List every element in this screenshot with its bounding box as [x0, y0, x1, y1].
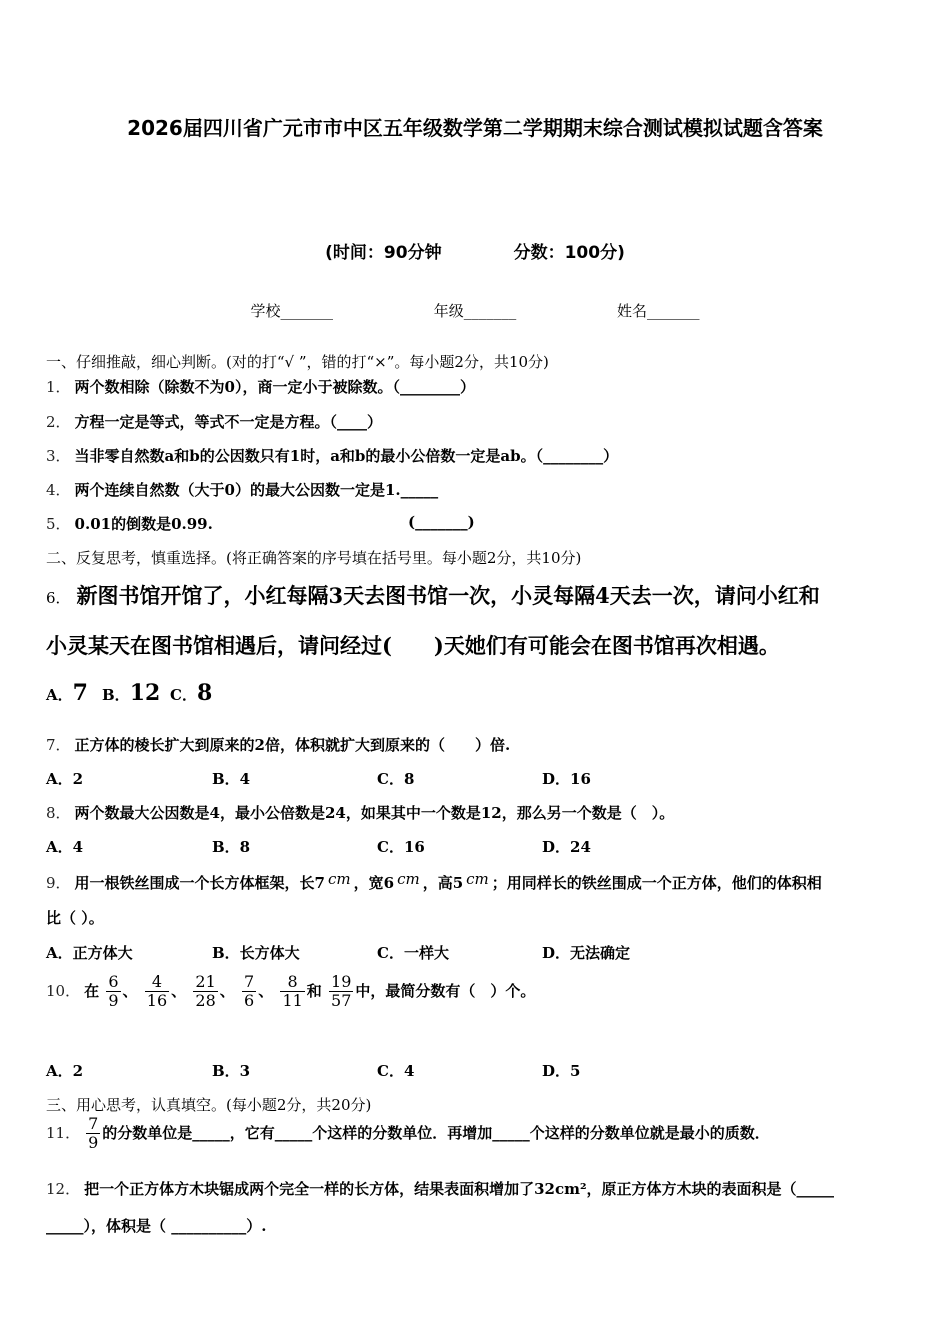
section-3-heading: 三、用心思考，认真填空。(每小题2分，共20分) [46, 1096, 372, 1114]
question-9-line2: 比（ ）。 [46, 909, 104, 927]
option-a: A．正方体大 [46, 944, 133, 962]
question-3: 3． 当非零自然数a和b的公因数只有1时，a和b的最小公倍数一定是ab。（________） [46, 447, 619, 465]
unit-cm: cm [328, 870, 351, 888]
question-12: 12． 把一个正方体方木块锯成两个完全一样的长方体，结果表面积增加了32cm²，原正方体方木块的表面积是（_____ [46, 1180, 835, 1198]
option-c: C．8 [377, 770, 415, 788]
option-c: C．4 [377, 1062, 415, 1080]
question-5: 5． 0.01的倒数是0.99. [46, 515, 213, 533]
name-field: 姓名_______ [617, 302, 700, 320]
option-b: B．长方体大 [212, 944, 300, 962]
unit-cm: cm [466, 870, 489, 888]
exam-info [0, 238, 950, 263]
option-d: D．16 [542, 770, 591, 788]
grade-field: 年级_______ [433, 302, 517, 320]
fraction: $\frac{7}{9}$ [88, 1114, 99, 1153]
option-b: B．3 [212, 1062, 251, 1080]
section-1-heading: 一、仔细推敲，细心判断。(对的打“√ ”，错的打“×”。每小题2分，共10分) [46, 353, 549, 371]
question-8: 8． 两个数最大公因数是4，最小公倍数是24，如果其中一个数是12，那么另一个数是（ ）。 [46, 804, 675, 822]
fraction: $\frac{19}{57}$ [331, 972, 352, 1011]
option-c: C．8 [170, 680, 213, 706]
fraction: $\frac{7}{6}$ [244, 972, 255, 1011]
question-7: 7． 正方体的棱长扩大到原来的2倍，体积就扩大到原来的（ ）倍. [46, 736, 511, 754]
question-2: 2． 方程一定是等式，等式不一定是方程。（____） [46, 413, 383, 431]
question-4: 4． 两个连续自然数（大于0）的最大公因数一定是1._____ [46, 481, 439, 499]
option-c: C．16 [377, 838, 425, 856]
question-5-blank: (_______) [408, 513, 475, 531]
option-a: A．2 [46, 770, 84, 788]
option-b: B．12 [102, 680, 161, 706]
time-info: (时间：90分钟 [325, 243, 442, 263]
option-b: B．4 [212, 770, 251, 788]
option-d: D．24 [542, 838, 591, 856]
unit-cm: cm [397, 870, 420, 888]
school-field: 学校_______ [250, 302, 333, 320]
option-b: B．8 [212, 838, 251, 856]
question-9: 9． 用一根铁丝围成一个长方体框架，长7 cm ，宽6 cm ，高5 cm ；用同样长的铁丝围成一个正方体，他们的体积相 [46, 870, 822, 892]
option-a: A．4 [46, 838, 84, 856]
question-11: 11． $\frac{7}{9}$ 的分数单位是_____，它有_____个这样的分数单位．再增加_____个这样的分数单位就是最小的质数． [46, 1114, 770, 1153]
question-6-line2: 小灵某天在图书馆相遇后，请问经过( )天她们有可能会在图书馆再次相遇。 [46, 633, 780, 658]
section-2-heading: 二、反复思考，慎重选择。(将正确答案的序号填在括号里。每小题2分，共10分) [46, 549, 582, 567]
fraction: $\frac{4}{16}$ [146, 972, 168, 1011]
fraction: $\frac{21}{28}$ [195, 972, 216, 1011]
question-1: 1． 两个数相除（除数不为0），商一定小于被除数。（________） [46, 378, 475, 396]
fraction: $\frac{6}{9}$ [108, 972, 119, 1011]
option-d: D．5 [542, 1062, 581, 1080]
question-10: 10． 在 $\frac{6}{9}$ 、 $\frac{4}{16}$ 、 $\frac{21}{28}$ 、 $\frac{7}{6}$ 、 $\frac{8}{11}$ 和 $\frac{19}{57}$ 中，最简分数有（ ）个。 [46, 972, 536, 1011]
question-12-line2: _____），体积是（ __________）. [46, 1217, 267, 1235]
option-a: A．2 [46, 1062, 84, 1080]
question-6: 6． 新图书馆开馆了，小红每隔3天去图书馆一次，小灵每隔4天去一次，请问小红和 [46, 583, 820, 608]
score-info: 分数：100分) [513, 243, 625, 263]
fraction: $\frac{8}{11}$ [282, 972, 303, 1011]
option-a: A．7 [46, 680, 88, 706]
page-title: 2026届四川省广元市市中区五年级数学第二学期期末综合测试模拟试题含答案 [127, 116, 823, 140]
option-d: D．无法确定 [542, 944, 631, 962]
option-c: C．一样大 [377, 944, 449, 962]
student-fields [0, 300, 950, 321]
